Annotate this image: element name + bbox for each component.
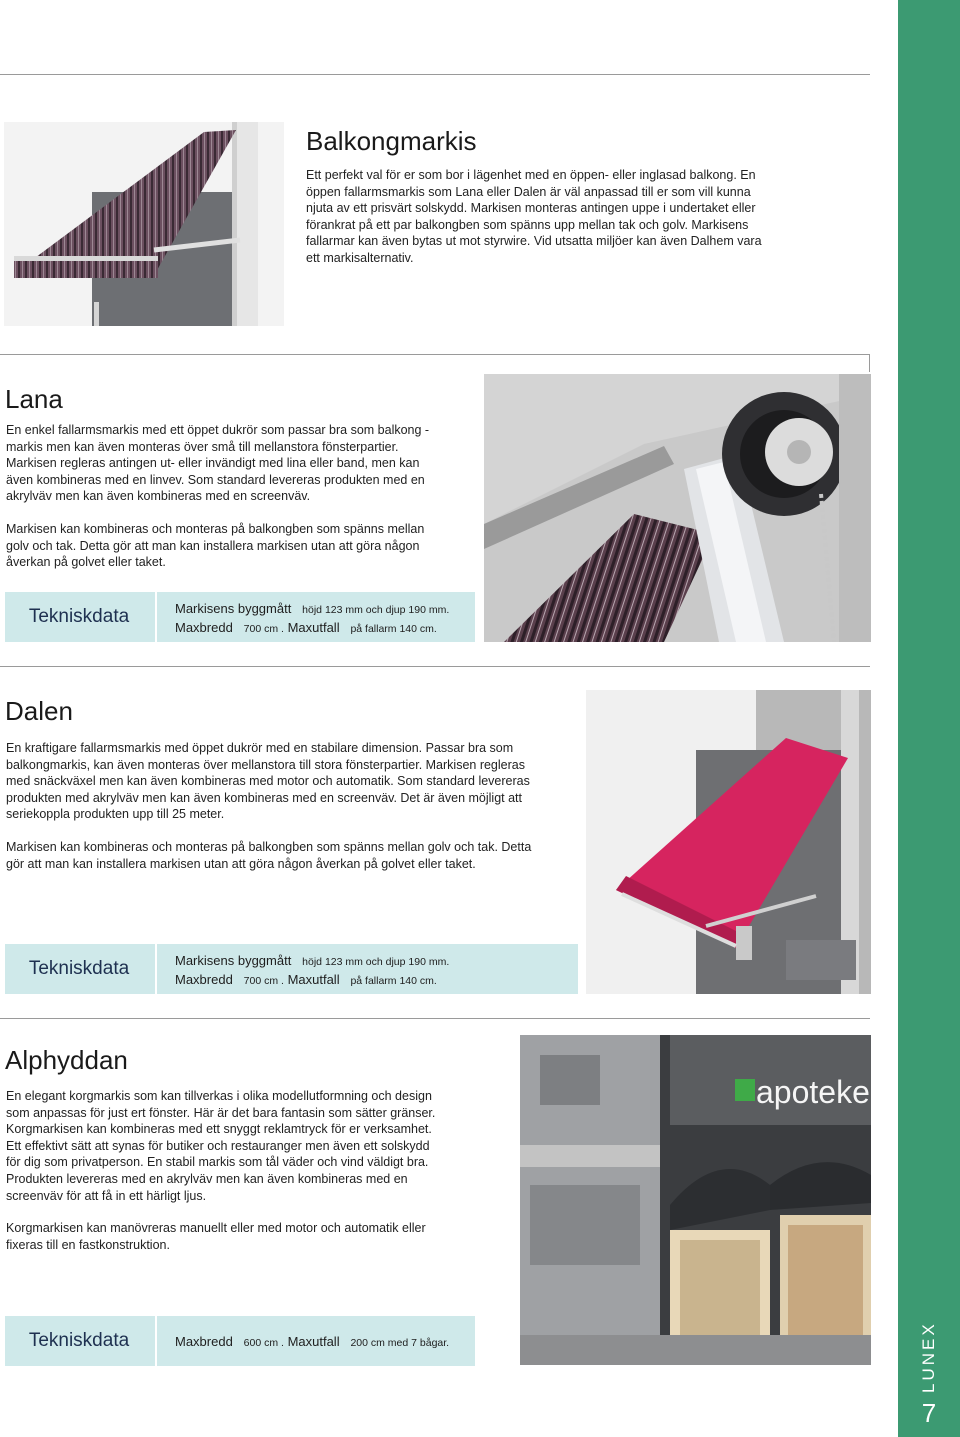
lana-paragraph-1: En enkel fallarmsmarkis med ett öppet dukrör som passar bra som balkong - markis men kan även monteras över små till mellanstora fönsterpartier. Markisen regleras antingen ut- eller invändigt med lina eller band, men kan även kombineras med en linvev. Som standard levereras produkten med en akrylväv men kan även kombineras med en screenväv. [6,423,430,504]
alphyddan-text [6,1088,436,1253]
side-bar [898,0,960,1437]
lana-pulley-photo [484,374,871,642]
storefront-photo [520,1035,871,1365]
balkongmarkis-paragraph: Ett perfekt val för er som bor i lägenhet med en öppen- eller inglasad balkong. En öppen fallarmsmarkis som Lana eller Dalen är väl anpassad till er som vill kunna njuta av ett prisvärt solskydd. Markisen monteras antingen uppe i undertaket eller förankrat på ett par balkongben som spänns upp mellan tak och golv. Markisens fallarmar kan även bytas ut mot styrwire. Vid utsatta miljöer kan även Dalhem vara ett markisalternativ. [306,168,762,265]
lana-tech-box [5,592,475,642]
lana-tech-separator [155,592,157,642]
alphyddan-paragraph-1: En elegant korgmarkis som kan tillverkas i olika modellutformning och design som anpassas för just ert fönster. Här är det bara fantasin som sätter gränser. Korgmarkisen kan kombineras med ett snyggt reklamtryck för er verksamhet. Ett effektivt sätt att synas för butiker och restauranger men även ett solskydd för dig som privatperson. En stabil markis som tål väder och vind väldigt bra. Produkten levereras med en akrylväv men kan även kombineras med en screenväv för att få in ett härligt ljus. [6,1089,436,1203]
balkongmarkis-title: Balkongmarkis [306,126,477,156]
dalen-awning-photo [586,690,871,994]
dalen-text [6,740,546,872]
lana-tech-label: Tekniskdata [28,606,130,627]
alphyddan-tech-separator [155,1316,157,1366]
alphyddan-tech-box [5,1316,475,1366]
alphyddan-tech-maxdrop-value: 200 cm med 7 bågar. [350,1337,450,1349]
dalen-tech-line-1 [175,953,449,968]
alphyddan-tech-line-1 [175,1334,449,1349]
alphyddan-tech-maxwidth-label: Maxbredd [175,1334,233,1349]
section-rule-lana-vertical [869,354,870,372]
dalen-tech-maxdrop-label: Maxutfall [287,972,340,987]
dalen-tech-box [5,944,578,994]
top-rule [0,74,870,75]
lana-tech-build-value: höjd 123 mm och djup 190 mm. [302,604,450,616]
dalen-tech-build-value: höjd 123 mm och djup 190 mm. [302,956,450,968]
lana-tech-build-label: Markisens byggmått [175,601,292,616]
dalen-tech-maxwidth-label: Maxbredd [175,972,233,987]
dalen-paragraph-2: Markisen kan kombineras och monteras på balkongben som spänns mellan golv och tak. Detta gör att man kan installera markisen utan att göra någon åverkan på golvet eller taket. [6,839,532,871]
brand-logo: LUNEX [919,1321,938,1393]
lana-tech-maxwidth-label: Maxbredd [175,620,233,635]
dalen-tech-label: Tekniskdata [28,958,130,979]
section-rule-alphyddan [0,1018,870,1019]
lana-tech-maxwidth-value: 700 cm . [243,623,284,635]
alphyddan-title: Alphyddan [5,1045,128,1075]
apoteket-sign: apoteke [756,1074,870,1110]
alphyddan-tech-maxdrop-label: Maxutfall [287,1334,340,1349]
section-rule-dalen [0,666,870,667]
alphyddan-paragraph-2: Korgmarkisen kan manövreras manuellt eller med motor och automatik eller fixeras till en fastkonstruktion. [6,1221,426,1252]
lana-title: Lana [5,384,63,414]
dalen-title: Dalen [5,696,73,726]
balcony-awning-photo [4,122,284,326]
lana-tech-maxdrop-label: Maxutfall [287,620,340,635]
dalen-tech-line-2 [175,972,437,987]
dalen-paragraph-1: En kraftigare fallarmsmarkis med öppet dukrör med en stabilare dimension. Passar bra som balkongmarkis, kan även monteras över mellanstora till stora fönsterpartier. Markisen regleras med snäckväxel men kan även kombineras med motor och automatik. Som standard levereras produkten med akrylväv men kan även kombineras med en screenväv. Det är även möjligt att seriekoppla produkten upp till 25 meter. [6,741,530,822]
lana-tech-maxdrop-value: på fallarm 140 cm. [350,623,437,635]
page-number: 7 [921,1398,937,1428]
dalen-tech-maxwidth-value: 700 cm . [243,975,284,987]
alphyddan-tech-maxwidth-value: 600 cm . [243,1337,284,1349]
lana-tech-line-2 [175,620,437,635]
section-rule-lana [0,354,870,355]
lana-tech-line-1 [175,601,449,616]
dalen-tech-build-label: Markisens byggmått [175,953,292,968]
dalen-tech-maxdrop-value: på fallarm 140 cm. [350,975,437,987]
lana-paragraph-2: Markisen kan kombineras och monteras på balkongben som spänns mellan golv och tak. Detta gör att man kan installera markisen utan att göra någon åverkan på golvet eller taket. [6,521,425,570]
alphyddan-tech-label: Tekniskdata [28,1330,130,1351]
dalen-tech-separator [155,944,157,994]
lana-text [6,422,446,571]
